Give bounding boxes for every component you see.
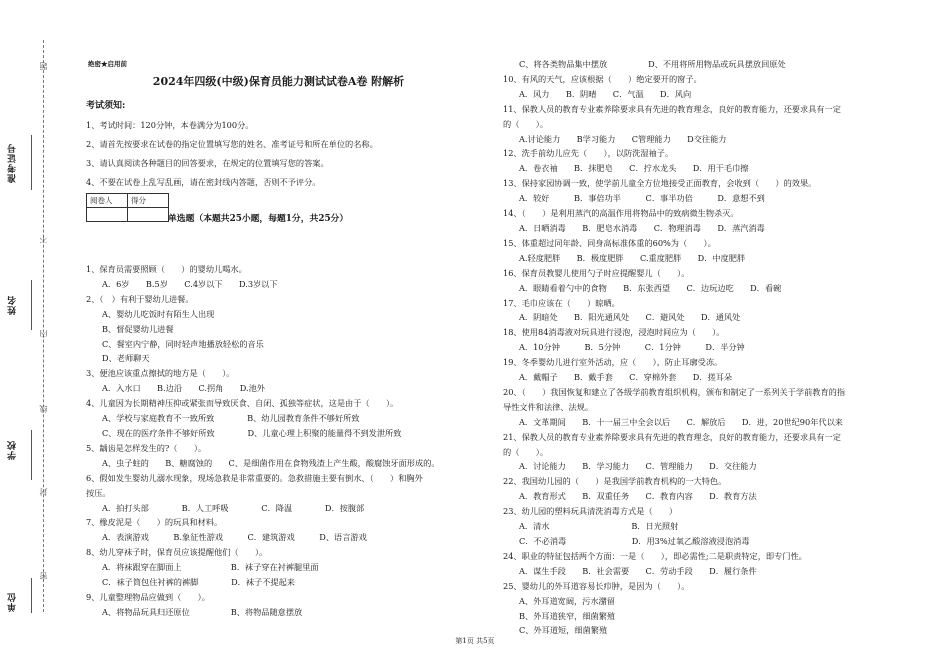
question-stem: 18、使用84消毒液对玩具进行浸泡，浸泡时间应为（ ）。 <box>503 327 725 338</box>
answer-option: 的（ ）。 <box>503 446 549 457</box>
page-title: 2024年四级(中级)保育员能力测试试卷A卷 附解析 <box>152 75 405 88</box>
question-stem: 2、（ ）有利于婴幼儿进餐。 <box>86 293 194 304</box>
answer-option: A．风力 B．阴晴 C．气温 D．风向 <box>519 88 692 99</box>
question-stem: 10、有风的天气，应该根据（ ）绝定要开的窗子。 <box>503 73 702 84</box>
answer-option: C、餐室内宁静，同时轻声地播放轻松的音乐 <box>102 338 264 349</box>
question-stem: 17、毛巾应该在（ ）晾晒。 <box>503 297 620 308</box>
name-line <box>31 280 32 330</box>
answer-option: A．将袜跟穿在脚面上 B．袜子穿在衬裤腿里面 <box>102 562 319 573</box>
question-stem: 1、保育员需要照顾（ ）的婴幼儿喝水。 <box>86 264 247 274</box>
answer-option: A.轻度肥胖 B．极度肥胖 C.重度肥胖 D．中度肥胖 <box>519 252 746 263</box>
answer-option: A．眼睛看着勺中的食物 B．东张西望 C．边玩边吃 D．看碗 <box>519 282 782 293</box>
question-stem: 21、保教人员的教育专业素养除要求具有先进的教育理念，良好的教育能力，还要求具有一定 <box>503 431 841 442</box>
binding-margin <box>0 0 70 671</box>
answer-option: 按压。 <box>86 487 111 498</box>
answer-option: A、将物品玩具归还原位 B、将物品随意摆放 <box>102 606 303 617</box>
answer-option: A．入水口 B.边沿 C.拐角 D.池外 <box>102 383 265 394</box>
rule-line: 3、请认真阅读各种题目的回答要求，在规定的位置填写您的答案。 <box>86 158 329 168</box>
right-column <box>503 57 943 638</box>
seal-mark: 题 <box>39 62 48 70</box>
question-stem: 23、幼儿园的塑料玩具清洗消毒方式是（ ） <box>503 506 678 517</box>
answer-option: A．文革期间 B．十一届三中全会以后 C．解放后 D．进，20世纪90年代以来 <box>519 416 843 427</box>
seal-mark: 内 <box>39 330 48 338</box>
exam-id-line <box>31 135 32 190</box>
seal-mark: 封 <box>39 488 48 496</box>
question-stem: 7、橡皮泥是（ ）的玩具和材料。 <box>86 517 223 528</box>
question-stem: 13、保持家园协调一致，使学前儿童全方位地接受正面教育，会收到（ ）的效果。 <box>503 178 817 189</box>
answer-option: C、现在的医疗条件不够好所致 D、儿童心理上积聚的能量得不到发泄所致 <box>102 427 402 438</box>
rule-line: 4、不要在试卷上乱写乱画，请在密封线内答题，否则不予评分。 <box>86 177 321 187</box>
answer-option: A、学校与家庭教育不一致所致 B、幼儿园教育条件不够好所致 <box>102 413 360 424</box>
answer-option: A．日晒消毒 B．肥皂水消毒 C．物理消毒 D．蒸汽消毒 <box>519 222 765 233</box>
question-stem: 8、幼儿穿袜子时，保育员应该提醒他们（ ）。 <box>86 547 268 558</box>
score-header: 得分 <box>128 194 169 208</box>
answer-option: A．谋生手段 B．社会需要 C．劳动手段 D．履行条件 <box>519 565 757 576</box>
answer-option: A.讨论能力 B学习能力 C管理能力 D交往能力 <box>519 133 727 144</box>
grader-header: 阅卷人 <box>87 194 128 208</box>
answer-option: A．卷衣袖 B．抹肥皂 C．拧水龙头 D．用干毛巾擦 <box>519 163 749 174</box>
answer-option: A．教育形式 B．双重任务 C．教育内容 D．教育方法 <box>519 491 757 502</box>
answer-option: 导性文件和法律、法规。 <box>503 401 594 412</box>
seal-dashed-line <box>43 40 44 612</box>
answer-option: A、外耳道宽阔，污水潴留 <box>519 595 615 606</box>
exam-id-label: 准考证号 <box>8 143 18 183</box>
answer-option: 的（ ）。 <box>503 118 549 129</box>
answer-option: C、将各类物品集中摆放 D、不用将所用物品或玩具摆放回原处 <box>519 59 786 69</box>
question-stem: 20、（ ）我国恢复和建立了各级学前教育组织机构，颁布和制定了一系列关于学前教育的指 <box>503 386 846 397</box>
question-stem: 16、保育员教婴儿使用勺子时应提醒婴儿（ ）。 <box>503 267 690 278</box>
answer-option: B、外耳道狭窄，细菌繁殖 <box>519 610 616 621</box>
answer-option: A．戴帽子 B．戴手套 C．穿棉外套 D．搓耳朵 <box>519 372 733 383</box>
answer-option: A．讨论能力 B．学习能力 C．管理能力 D．交往能力 <box>519 461 757 472</box>
unit-line <box>31 578 32 613</box>
seal-mark: 不 <box>39 235 48 243</box>
answer-option: A．10分钟 B．5分钟 C．1分钟 D．半分钟 <box>519 342 745 353</box>
answer-option: A、虫子蛀的 B、糖腐蚀的 C、是细菌作用在食物残渣上产生酸，酸腐蚀牙面形成的。 <box>102 457 440 468</box>
question-stem: 6、假如发生婴幼儿溺水现象，现场急救是非常重要的。急救措施主要有倒水、（ ）和胸外 <box>86 472 423 483</box>
question-stem: 11、保教人员的教育专业素养除要求具有先进的教育理念，良好的教育能力，还要求具有一定 <box>503 103 841 114</box>
unit-label: 单位 <box>8 592 18 612</box>
question-stem: 22、我国幼儿园的（ ）是我国学前教育机构的一大特色。 <box>503 476 727 487</box>
question-stem: 5、龋齿是怎样发生的?（ ）。 <box>86 442 207 453</box>
notice-title: 考试须知: <box>86 101 126 111</box>
answer-option: A．拍打头部 B．人工呼吸 C．降温 D．按腹部 <box>102 502 365 513</box>
seal-mark: 密 <box>39 572 48 580</box>
answer-option: A．6岁 B.5岁 C.4岁以下 D.3岁以下 <box>102 278 278 289</box>
seal-mark: 线 <box>39 405 48 413</box>
answer-option: C．不必消毒 D．用3%过氧乙酸溶液浸泡消毒 <box>519 536 750 546</box>
question-stem: 12、洗手前幼儿应先（ ），以防洗湿袖子。 <box>503 148 674 159</box>
question-stem: 24、职业的特征包括两个方面：一是（ ），即必需性;二是职责特定，即专门性。 <box>503 550 807 561</box>
answer-option: A、婴幼儿吃饭时有陌生人出现 <box>102 308 215 319</box>
school-label: 学校 <box>8 440 18 460</box>
rule-line: 2、请首先按要求在试卷的指定位置填写您的姓名、准考证号和所在单位的名称。 <box>86 139 378 149</box>
rule-line: 1、考试时间：120分钟，本卷满分为100分。 <box>86 120 254 130</box>
question-stem: 9、儿童整理物品应做到（ ）。 <box>86 591 210 602</box>
grader-cell[interactable] <box>87 208 128 222</box>
answer-option: A．表演游戏 B.象征性游戏 C．建筑游戏 D、语言游戏 <box>102 532 367 543</box>
page-footer: 第1页 共5页 <box>455 637 495 645</box>
left-column <box>86 262 486 620</box>
section-heading: 单选题（本题共25小题，每题1分，共25分） <box>168 214 349 224</box>
answer-option: C、外耳道短，细菌繁殖 <box>519 625 608 636</box>
score-table <box>86 193 169 222</box>
secret-stamp: 绝密★启用前 <box>88 60 127 68</box>
question-stem: 14、（ ）是利用蒸汽的高温作用将物品中的致病微生物杀灭。 <box>503 208 739 219</box>
score-cell[interactable] <box>128 208 169 222</box>
answer-option: B、督促婴幼儿进餐 <box>102 323 174 334</box>
answer-option: A．较好 B．事倍功半 C．事半功倍 D．意想不到 <box>519 193 765 204</box>
name-label: 姓名 <box>8 295 18 315</box>
question-stem: 25、婴幼儿的外耳道容易长疖肿，是因为（ ）。 <box>503 580 690 591</box>
question-stem: 3、便池应该重点擦拭的地方是（ ）。 <box>86 368 235 379</box>
answer-option: A．阴暗处 B．阳光通风处 C．避风处 D．通风处 <box>519 312 741 323</box>
question-stem: 4、儿童因为长期精神压抑或紧张而导致厌食、自闭、孤独等症状，这是由于（ ）。 <box>86 398 399 409</box>
answer-option: C．袜子筒包住衬裤的裤脚 D．袜子不提起来 <box>102 577 295 588</box>
school-line <box>31 430 32 480</box>
question-stem: 19、冬季婴幼儿进行室外活动，应（ ），防止耳廓受冻。 <box>503 357 723 368</box>
answer-option: D、老师聊天 <box>102 353 150 364</box>
question-stem: 15、体重超过同年龄、同身高标准体重的60%为（ ）。 <box>503 237 716 248</box>
answer-option: A．清水 B．日光照射 <box>519 521 679 532</box>
